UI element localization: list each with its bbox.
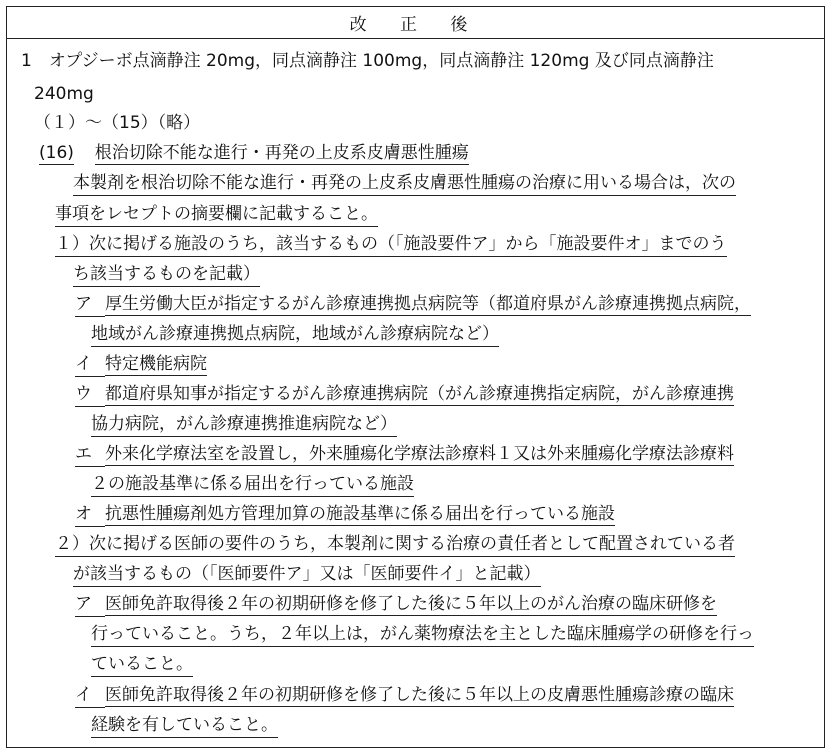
facility-i-line1: 特定機能病院 bbox=[105, 354, 207, 374]
doctor-a-mark: ア bbox=[75, 593, 105, 617]
item1-line2: 240mg bbox=[34, 84, 94, 104]
doctor-item-a bbox=[75, 593, 717, 617]
req2-line1: ２）次に掲げる医師の要件のうち，本製剤に関する治療の責任者として配置されている者 bbox=[55, 533, 735, 557]
doctor-i-line2: 経験を有していること。 bbox=[91, 714, 278, 738]
section16-intro-line2: 事項をレセプトの摘要欄に記載すること。 bbox=[55, 203, 378, 227]
facility-u-line2: 協力病院，がん診療連携推進病院など） bbox=[91, 413, 397, 437]
doctor-i-line1: 医師免許取得後２年の初期研修を修了した後に５年以上の皮膚悪性腫瘍診療の臨床 bbox=[105, 685, 734, 705]
facility-a-line2: 地域がん診療連携拠点病院，地域がん診療病院など） bbox=[91, 323, 499, 347]
req1-line1: １）次に掲げる施設のうち，該当するもの（「施設要件ア」から「施設要件オ」までのう bbox=[55, 233, 727, 257]
table-header bbox=[7, 7, 824, 39]
revision-table bbox=[6, 6, 825, 748]
doctor-a-line1: 医師免許取得後２年の初期研修を修了した後に５年以上のがん治療の臨床研修を bbox=[105, 594, 717, 614]
facility-item-u bbox=[75, 383, 734, 407]
facility-a-line1: 厚生労働大臣が指定するがん診療連携拠点病院等（都道府県がん診療連携拠点病院， bbox=[105, 294, 751, 314]
section16-title: 根治切除不能な進行・再発の上皮系皮膚悪性腫瘍 bbox=[94, 143, 469, 163]
doctor-item-i bbox=[75, 684, 734, 708]
facility-e-line2: ２の施設基準に係る届出を行っている施設 bbox=[91, 473, 414, 497]
facility-e-line1: 外来化学療法室を設置し，外来腫瘍化学療法診療料１又は外来腫瘍化学療法診療料 bbox=[105, 444, 734, 464]
facility-i-mark: イ bbox=[75, 353, 105, 377]
doctor-a-line3: ていること。 bbox=[91, 653, 193, 677]
facility-a-mark: ア bbox=[75, 293, 105, 317]
item1-line1: 1 オプジーボ点滴静注 20mg，同点滴静注 100mg，同点滴静注 120mg 及び同点滴静注 bbox=[21, 51, 714, 71]
omitted-items: （１）～（15）（略） bbox=[34, 113, 201, 133]
facility-u-mark: ウ bbox=[75, 383, 105, 407]
facility-u-line1: 都道府県知事が指定するがん診療連携病院（がん診療連携指定病院，がん診療連携 bbox=[105, 384, 734, 404]
facility-item-i bbox=[75, 353, 207, 377]
facility-o-line1: 抗悪性腫瘍剤処方管理加算の施設基準に係る届出を行っている施設 bbox=[105, 504, 615, 524]
facility-item-o bbox=[75, 503, 615, 527]
section16-intro-line1: 本製剤を根治切除不能な進行・再発の上皮系皮膚悪性腫瘍の治療に用いる場合は，次の bbox=[73, 172, 736, 196]
doctor-a-line2: 行っていること。うち，２年以上は，がん薬物療法を主とした臨床腫瘍学の研修を行っ bbox=[91, 623, 754, 647]
facility-o-mark: オ bbox=[75, 503, 105, 527]
facility-e-mark: エ bbox=[75, 443, 105, 467]
doctor-i-mark: イ bbox=[75, 684, 105, 708]
facility-item-a bbox=[75, 293, 751, 317]
req2-line2: が該当するもの（「医師要件ア」又は「医師要件イ」と記載） bbox=[73, 563, 541, 587]
header-title: 改 正 後 bbox=[349, 15, 482, 35]
facility-item-e bbox=[75, 443, 734, 467]
req1-line2: ち該当するものを記載） bbox=[73, 263, 260, 287]
section16-heading bbox=[39, 142, 469, 164]
section16-number: (16) bbox=[39, 143, 74, 163]
